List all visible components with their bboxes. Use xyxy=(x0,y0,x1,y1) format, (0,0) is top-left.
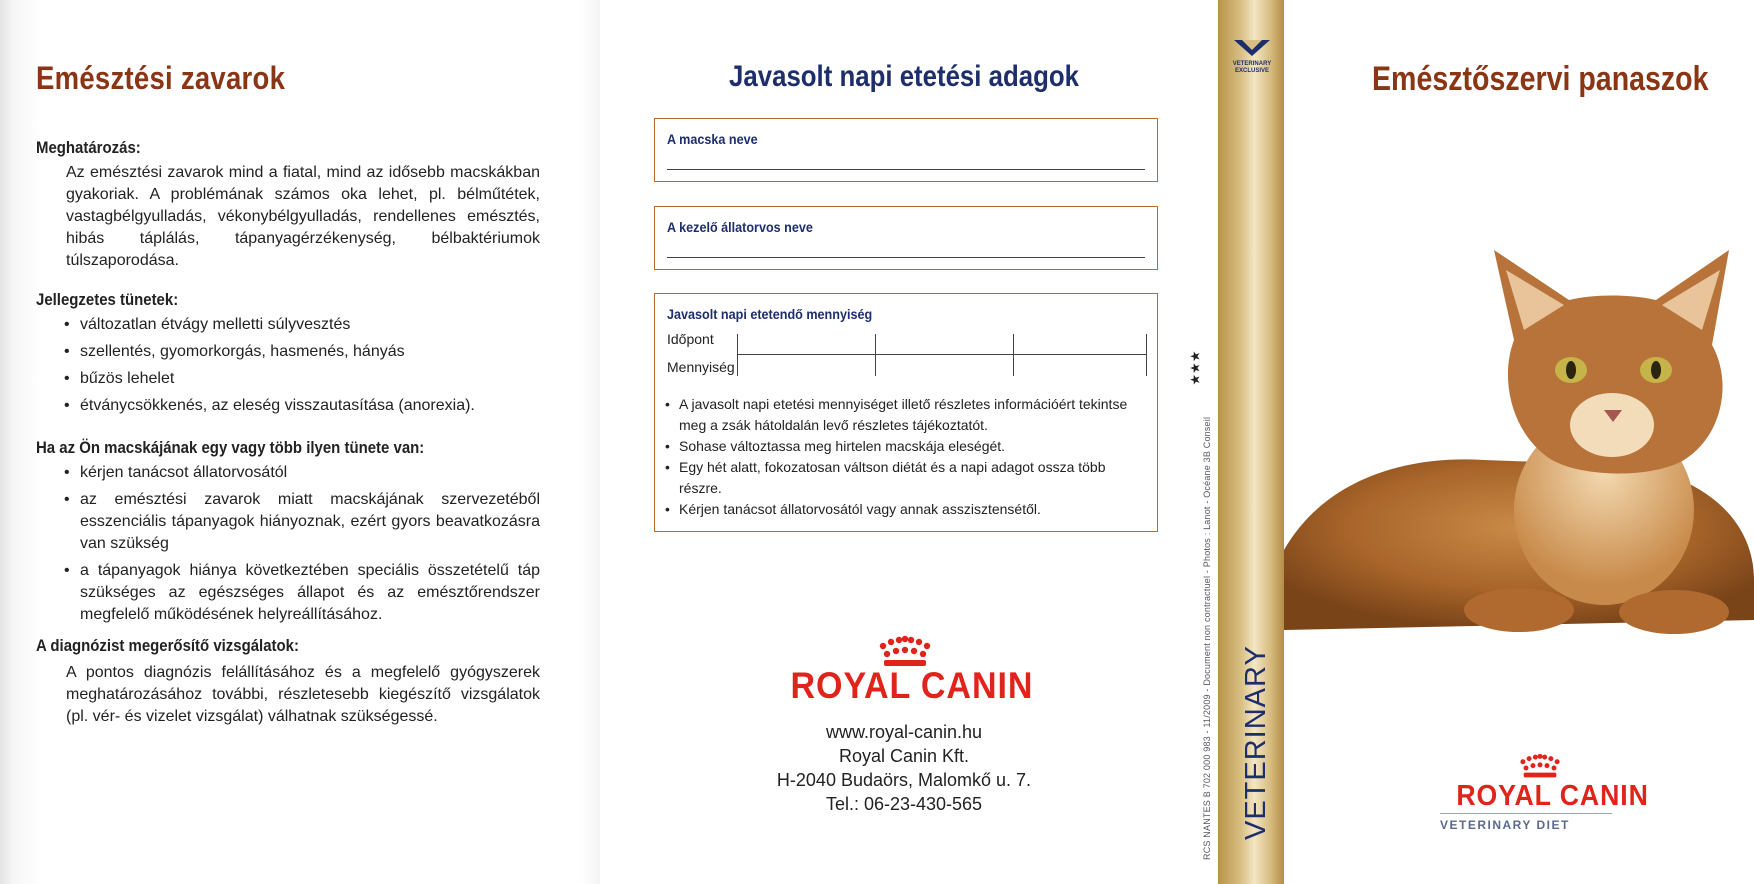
list-item: • kérjen tanácsot állatorvosától xyxy=(64,462,540,484)
address: H-2040 Budaörs, Malomkő u. 7. xyxy=(776,770,1032,790)
schedule-hline xyxy=(737,354,1147,355)
schedule-vline xyxy=(1013,334,1014,376)
company-name: Royal Canin Kft. xyxy=(838,746,970,766)
feeding-notes xyxy=(665,394,1149,520)
schedule-vline xyxy=(737,334,738,376)
symptoms-list xyxy=(64,314,540,422)
feeding-amount-box xyxy=(654,293,1158,532)
list-item: • Sohase változtassa meg hirtelen macskája eleségét. xyxy=(665,436,1149,457)
v-emblem-icon xyxy=(1234,40,1270,56)
ifcat-heading: Ha az Ön macskájának egy vagy több ilyen tünete van: xyxy=(36,438,425,457)
badge-line-2: EXCLUSIVE xyxy=(1234,68,1269,74)
veterinary-exclusive-badge xyxy=(1222,40,1282,75)
list-item: • bűzös lehelet xyxy=(64,368,540,390)
fine-print: RCS NANTES B 702 000 983 - 11/2009 - Document non contractuel - Photos : Lanot - Océane 3B Conseil xyxy=(1202,416,1212,860)
list-item: • étványcsökkenés, az eleség visszautasítása (anorexia). xyxy=(64,395,540,417)
feeding-title: Javasolt napi etetési adagok xyxy=(729,60,1079,93)
right-brand-logo-text: ROYAL CANIN xyxy=(1456,780,1649,812)
quantity-label: Mennyiség xyxy=(667,359,735,375)
website-link[interactable]: www.royal-canin.hu xyxy=(825,722,983,742)
cat-photo xyxy=(1284,250,1754,710)
list-item: • szellentés, gyomorkorgás, hasmenés, hányás xyxy=(64,341,540,363)
cat-name-label: A macska neve xyxy=(667,131,758,147)
definition-text: Az emésztési zavarok mind a fiatal, mind az idősebb macskákban gyakoriak. A problémának számos oka lehet, pl. bélműtétek, vastagbélgyulladás, vékonybélgyulladás, rendellenes emésztés, hibás táplálás, tápanyagérzékenység, bélbaktériumok túlszaporodása. xyxy=(66,164,540,269)
definition-heading: Meghatározás: xyxy=(36,138,141,157)
middle-panel xyxy=(600,0,1218,884)
phone: Tel.: 06-23-430-565 xyxy=(825,794,983,814)
list-item: • a tápanyagok hiánya következtében speciális összetételű táp szükséges az egészséges állapot és az emésztőrendszer megfelelő működésének helyreállításához. xyxy=(64,560,540,626)
divider xyxy=(1440,813,1612,814)
brand-logo-text: ROYAL CANIN xyxy=(790,665,1034,706)
badge-line-1: VETERINARY xyxy=(1232,61,1272,67)
vet-name-line xyxy=(667,257,1145,258)
time-label: Időpont xyxy=(667,331,714,347)
diagnosis-heading: A diagnózist megerősítő vizsgálatok: xyxy=(36,636,299,655)
veterinary-diet-text: VETERINARY DIET xyxy=(1440,818,1570,832)
symptoms-heading: Jellegzetes tünetek: xyxy=(36,290,179,309)
cat-name-field[interactable] xyxy=(654,118,1158,182)
list-item: • Kérjen tanácsot állatorvosától vagy annak asszisztensétől. xyxy=(665,499,1149,520)
spine-veterinary-text: VETERINARY xyxy=(1240,645,1272,840)
list-item: • A javasolt napi etetési mennyiséget illető részletes információért tekintse meg a zsák hátoldalán levő részletes tájékoztatót. xyxy=(665,394,1149,436)
stars-mark: ★★★ xyxy=(1187,350,1203,386)
schedule-vline xyxy=(875,334,876,376)
list-item: • Egy hét alatt, fokozatosan váltson diétát és a napi adagot ossza több részre. xyxy=(665,457,1149,499)
list-item: • változatlan étvágy melletti súlyvesztés xyxy=(64,314,540,336)
schedule-vline xyxy=(1146,334,1147,376)
ifcat-list xyxy=(64,462,540,631)
right-title: Emésztőszervi panaszok xyxy=(1372,60,1709,98)
cat-name-line xyxy=(667,169,1145,170)
list-item: • az emésztési zavarok miatt macskájának szervezetéből esszenciális tápanyagok hiányoznak, ezért gyors beavatkozásra van szükség xyxy=(64,489,540,555)
vet-name-label: A kezelő állatorvos neve xyxy=(667,219,813,235)
crown-icon xyxy=(1516,754,1564,782)
amount-label: Javasolt napi etetendő mennyiség xyxy=(667,306,873,322)
diagnosis-text: A pontos diagnózis felállításához és a megfelelő gyógyszerek meghatározásához további, részletesebb kiegészítő vizsgálatok (pl. vér- és vizelet vizsgálat) válhatnak szükségessé. xyxy=(66,664,540,725)
left-title: Emésztési zavarok xyxy=(36,60,286,96)
vet-name-field[interactable] xyxy=(654,206,1158,270)
